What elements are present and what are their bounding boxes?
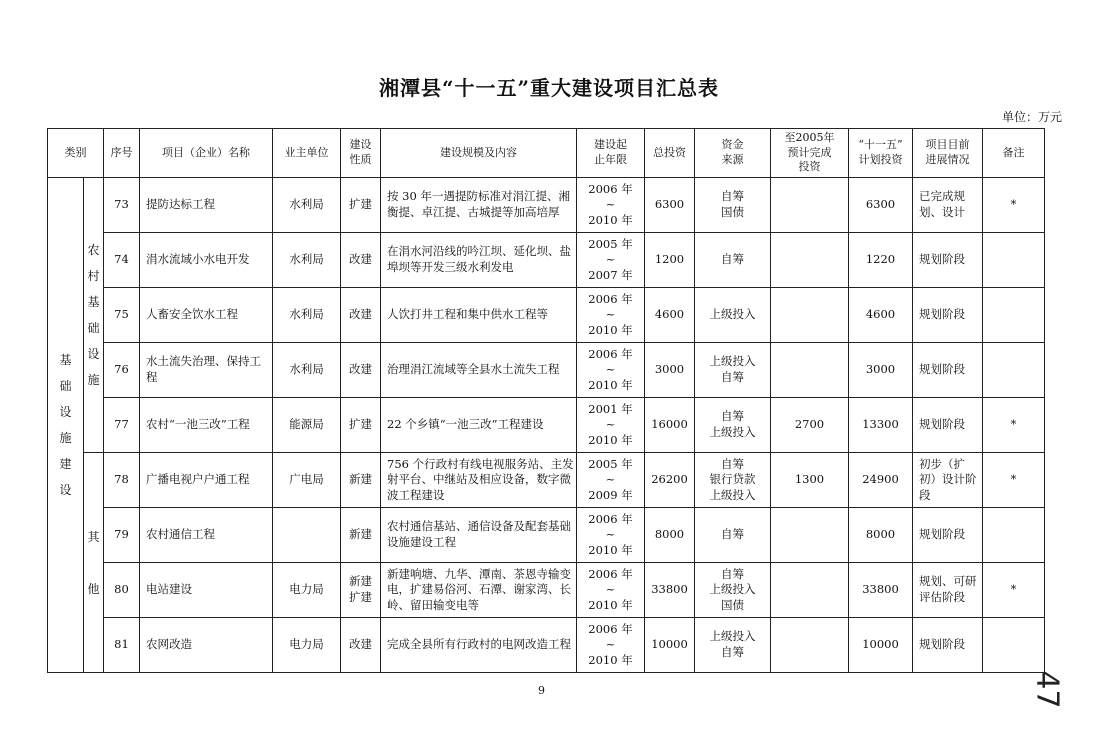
category-rural-cell: 农 村 基 础 设 施 [84,178,104,453]
row-owner: 电力局 [273,563,341,618]
row-plan: 1220 [849,233,913,288]
row-seq: 80 [104,563,140,618]
row-owner [273,508,341,563]
page-title: 湘潭县“十一五”重大建设项目汇总表 [378,76,719,100]
row-nature: 新建 [341,508,381,563]
table-row [48,618,1045,673]
row-remark [983,508,1045,563]
row-progress: 已完成规划、设计 [913,178,983,233]
row-remark: * [983,178,1045,233]
row-name: 广播电视户户通工程 [140,453,273,508]
row-seq: 76 [104,343,140,398]
row-progress: 规划阶段 [913,508,983,563]
row-name: 农村“一池三改”工程 [140,398,273,453]
row-progress: 规划阶段 [913,288,983,343]
table-row [48,563,1045,618]
header-category: 类别 [48,129,104,178]
row-done2005 [771,288,849,343]
row-done2005 [771,343,849,398]
row-nature: 扩建 [341,178,381,233]
row-remark: * [983,453,1045,508]
row-name: 电站建设 [140,563,273,618]
header-row [48,129,1045,178]
header-funding: 资金 来源 [695,129,771,178]
row-seq: 75 [104,288,140,343]
row-remark [983,618,1045,673]
row-owner: 水利局 [273,233,341,288]
row-scope: 治理涓江流域等全县水土流失工程 [381,343,577,398]
row-period: 2006 年 ~ 2010 年 [577,288,645,343]
row-nature: 新建 [341,453,381,508]
row-nature: 改建 [341,233,381,288]
row-progress: 规划阶段 [913,398,983,453]
row-funding: 自筹 上级投入 [695,398,771,453]
row-period: 2006 年 ~ 2010 年 [577,508,645,563]
header-progress: 项目目前 进展情况 [913,129,983,178]
header-total: 总投资 [645,129,695,178]
row-progress: 规划阶段 [913,233,983,288]
table-row [48,343,1045,398]
header-remark: 备注 [983,129,1045,178]
row-name: 农村通信工程 [140,508,273,563]
row-remark: * [983,398,1045,453]
row-remark: * [983,563,1045,618]
row-scope: 新建响塘、九华、潭南、茶恩寺输变电，扩建易俗河、石潭、谢家湾、长岭、留田输变电等 [381,563,577,618]
row-scope: 756 个行政村有线电视服务站、主发射平台、中继站及相应设备，数字微波工程建设 [381,453,577,508]
category-main-cell: 基 础 设 施 建 设 [48,178,84,673]
row-scope: 在涓水河沿线的吟江坝、延化坝、盐埠坝等开发三级水利发电 [381,233,577,288]
row-scope: 按 30 年一遇提防标准对涓江提、湘衡提、卓江提、古城提等加高培厚 [381,178,577,233]
row-owner: 广电局 [273,453,341,508]
row-total: 33800 [645,563,695,618]
row-done2005 [771,508,849,563]
row-nature: 扩建 [341,398,381,453]
row-done2005 [771,233,849,288]
row-owner: 水利局 [273,343,341,398]
handwritten-page-mark: 47 [1029,670,1065,709]
row-total: 6300 [645,178,695,233]
row-seq: 74 [104,233,140,288]
row-period: 2006 年 ~ 2010 年 [577,343,645,398]
row-nature: 改建 [341,288,381,343]
row-progress: 规划阶段 [913,618,983,673]
row-total: 26200 [645,453,695,508]
row-period: 2005 年 ~ 2007 年 [577,233,645,288]
row-funding: 上级投入 [695,288,771,343]
row-name: 水土流失治理、保持工程 [140,343,273,398]
row-funding: 自筹 [695,233,771,288]
table-row [48,508,1045,563]
row-remark [983,233,1045,288]
category-other-cell: 其 他 [84,453,104,673]
row-remark [983,343,1045,398]
row-seq: 79 [104,508,140,563]
row-scope: 人饮打井工程和集中供水工程等 [381,288,577,343]
row-plan: 3000 [849,343,913,398]
row-period: 2006 年 ~ 2010 年 [577,618,645,673]
row-name: 提防达标工程 [140,178,273,233]
header-seq: 序号 [104,129,140,178]
header-owner: 业主单位 [273,129,341,178]
row-funding: 自筹 上级投入 国债 [695,563,771,618]
header-scope: 建设规模及内容 [381,129,577,178]
row-owner: 水利局 [273,288,341,343]
row-period: 2006 年 ~ 2010 年 [577,563,645,618]
row-funding: 自筹 [695,508,771,563]
row-period: 2006 年 ~ 2010 年 [577,178,645,233]
table-row [48,178,1045,233]
header-nature: 建设 性质 [341,129,381,178]
row-seq: 77 [104,398,140,453]
row-name: 人畜安全饮水工程 [140,288,273,343]
row-progress: 规划阶段 [913,343,983,398]
table-row [48,233,1045,288]
header-plan: “十一五” 计划投资 [849,129,913,178]
row-plan: 6300 [849,178,913,233]
row-scope: 完成全县所有行政村的电网改造工程 [381,618,577,673]
row-total: 10000 [645,618,695,673]
unit-label: 单位：万元 [1001,110,1062,124]
row-plan: 33800 [849,563,913,618]
row-plan: 24900 [849,453,913,508]
row-plan: 10000 [849,618,913,673]
row-total: 4600 [645,288,695,343]
row-nature: 新建 扩建 [341,563,381,618]
header-done2005: 至2005年 预计完成 投资 [771,129,849,178]
row-scope: 农村通信基站、通信设备及配套基础设施建设工程 [381,508,577,563]
row-progress: 初步（扩初）设计阶段 [913,453,983,508]
row-owner: 水利局 [273,178,341,233]
row-funding: 上级投入 自筹 [695,618,771,673]
page-number: 9 [538,684,545,697]
header-period: 建设起 止年限 [577,129,645,178]
header-name: 项目（企业）名称 [140,129,273,178]
row-funding: 自筹 国债 [695,178,771,233]
row-total: 8000 [645,508,695,563]
row-funding: 上级投入 自筹 [695,343,771,398]
table-row [48,288,1045,343]
row-plan: 8000 [849,508,913,563]
row-owner: 能源局 [273,398,341,453]
table-row [48,398,1045,453]
row-nature: 改建 [341,343,381,398]
row-plan: 13300 [849,398,913,453]
row-total: 16000 [645,398,695,453]
row-done2005 [771,563,849,618]
row-period: 2001 年 ~ 2010 年 [577,398,645,453]
row-nature: 改建 [341,618,381,673]
row-owner: 电力局 [273,618,341,673]
row-progress: 规划、可研评估阶段 [913,563,983,618]
row-total: 1200 [645,233,695,288]
row-seq: 78 [104,453,140,508]
row-name: 农网改造 [140,618,273,673]
row-plan: 4600 [849,288,913,343]
table-row [48,453,1045,508]
row-done2005 [771,178,849,233]
row-name: 涓水流域小水电开发 [140,233,273,288]
row-done2005 [771,618,849,673]
row-scope: 22 个乡镇“一池三改”工程建设 [381,398,577,453]
row-funding: 自筹 银行贷款 上级投入 [695,453,771,508]
row-done2005: 1300 [771,453,849,508]
row-remark [983,288,1045,343]
row-period: 2005 年 ~ 2009 年 [577,453,645,508]
row-seq: 81 [104,618,140,673]
row-total: 3000 [645,343,695,398]
projects-table [47,128,1045,673]
row-done2005: 2700 [771,398,849,453]
row-seq: 73 [104,178,140,233]
